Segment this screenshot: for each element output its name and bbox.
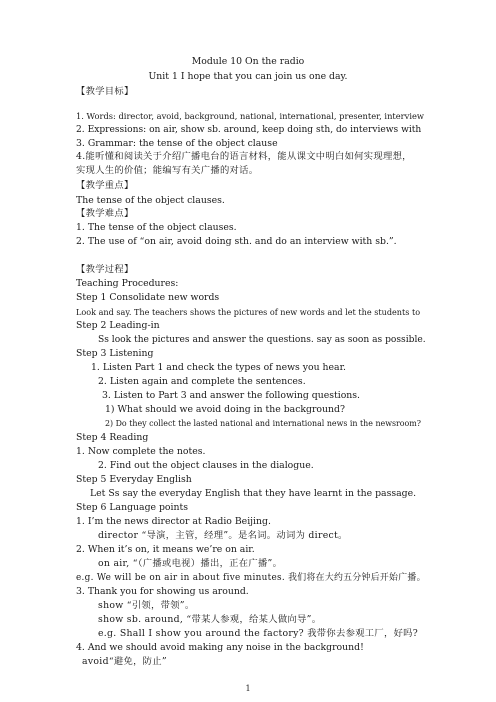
step-3-heading: Step 3 Listening [76, 348, 154, 359]
step-3-item-3: 3. Listen to Part 3 and answer the following questions. [102, 390, 361, 401]
language-point-3-note-2: show sb. around, “带某人参观，给某人做向导”。 [98, 614, 322, 625]
step-4-item-1: 1. Now complete the notes. [76, 446, 206, 457]
objective-ability-line1: 4.能听懂和阅读关于介绍广播电台的语言材料，能从课文中明白如何实现理想， [76, 151, 412, 162]
language-point-2-note: on air, “（广播或电视）播出，正在广播”。 [98, 558, 283, 569]
page-number: 1 [245, 684, 251, 693]
difficulty-1: 1. The tense of the object clauses. [76, 222, 237, 233]
language-point-4: 4. And we should avoid making any noise in the background! [76, 642, 364, 653]
step-3-question-1: 1) What should we avoid doing in the background? [105, 404, 345, 415]
section-heading-key-points: 【教学重点】 [76, 180, 134, 191]
section-heading-objectives: 【教学目标】 [76, 86, 134, 97]
teaching-procedures-label: Teaching Procedures: [76, 278, 179, 289]
step-5-text: Let Ss say the everyday English that they have learnt in the passage. [90, 488, 417, 499]
section-heading-difficulties: 【教学难点】 [76, 208, 134, 219]
language-point-3-note-1: show “引领，带领”。 [98, 600, 195, 611]
language-point-3: 3. Thank you for showing us around. [76, 586, 249, 597]
difficulty-2: 2. The use of “on air, avoid doing sth. and do an interview with sb.”. [76, 236, 397, 247]
language-point-2-example: e.g. We will be on air in about five minutes. 我们将在大约五分钟后开始广播。 [76, 573, 426, 583]
step-5-heading: Step 5 Everyday English [76, 474, 192, 485]
document-title: Module 10 On the radio [191, 56, 305, 67]
step-6-heading: Step 6 Language points [76, 502, 188, 513]
objective-expressions: 2. Expressions: on air, show sb. around, keep doing sth, do interviews with [76, 125, 422, 135]
step-1-heading: Step 1 Consolidate new words [76, 292, 220, 303]
step-3-question-2: 2) Do they collect the lasted national and international news in the newsroom? [105, 419, 421, 428]
language-point-1-note: director “导演，主管，经理”。是名词。动词为 direct。 [98, 530, 348, 541]
objective-words: 1. Words: director, avoid, background, national, international, presenter, interview [76, 111, 424, 121]
step-1-text: Look and say. The teachers shows the pictures of new words and let the students to [76, 307, 421, 317]
objective-ability-line2: 实现人生的价值；能编写有关广播的对话。 [76, 165, 259, 176]
language-point-2: 2. When it’s on, it means we’re on air. [76, 544, 255, 555]
language-point-4-note: avoid“避免，防止” [82, 656, 167, 667]
step-3-item-1: 1. Listen Part 1 and check the types of news you hear. [91, 362, 346, 373]
section-heading-process: 【教学过程】 [76, 264, 134, 275]
objective-grammar: 3. Grammar: the tense of the object clause [76, 138, 278, 149]
step-4-heading: Step 4 Reading [76, 432, 149, 443]
step-3-item-2: 2. Listen again and complete the sentences. [98, 376, 306, 387]
language-point-1: 1. I’m the news director at Radio Beijing. [76, 516, 271, 527]
document-subtitle: Unit 1 I hope that you can join us one day. [148, 71, 348, 82]
language-point-3-example: e.g. Shall I show you around the factory? 我带你去参观工厂，好吗? [98, 628, 419, 639]
step-2-text: Ss look the pictures and answer the questions. say as soon as possible. [98, 335, 426, 345]
step-2-heading: Step 2 Leading-in [76, 320, 160, 331]
step-4-item-2: 2. Find out the object clauses in the dialogue. [98, 460, 314, 471]
key-point-text: The tense of the object clauses. [76, 195, 225, 206]
